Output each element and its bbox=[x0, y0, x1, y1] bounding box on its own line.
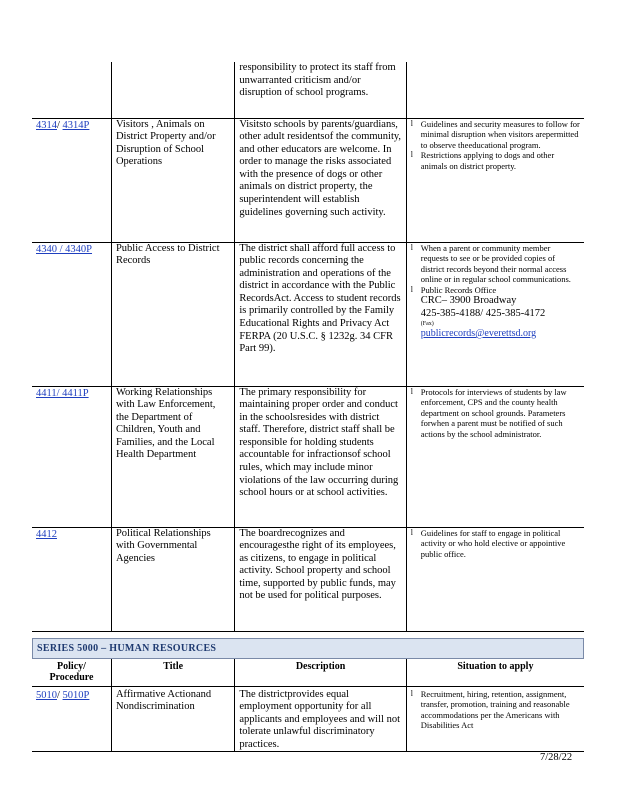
records-office-fax: (Fax) bbox=[420, 321, 434, 327]
records-office-label: Public Records Office bbox=[420, 284, 497, 295]
column-header-table bbox=[32, 659, 584, 687]
description-cell: Visitsto schools by parents/guardians, other adult residentsof the community, and other educators are welcome. In order to manage the risks associated with the presence of dogs or other animals on district property, the superintendent will establish guidelines governing such activity. bbox=[235, 118, 406, 242]
column-header-policy: Policy/ Procedure bbox=[32, 659, 111, 687]
column-header-title: Title bbox=[111, 659, 234, 687]
policy-link[interactable]: 4314 bbox=[36, 119, 57, 131]
title-cell bbox=[111, 62, 234, 118]
records-office-phones: 425-385-4188/ 425-385-4172 bbox=[420, 307, 546, 319]
policy-cell bbox=[32, 687, 111, 752]
column-header-description: Description bbox=[235, 659, 406, 687]
title-cell: Political Relationships with Governmental Agencies bbox=[111, 527, 234, 631]
table-row bbox=[32, 386, 584, 527]
situation-cell bbox=[406, 118, 584, 242]
situation-cell bbox=[406, 527, 584, 631]
description-cell: The primary responsibility for maintaining proper order and conduct in the schoolsresides with district staff. Therefore, district staff shall be responsible for holding students accountable for infractionsof school rules, which may include minor violations of the law occurring during school hours or at school activities. bbox=[235, 386, 406, 527]
situation-item: l When a parent or community member requests to see or be provided copies of district records beyond their normal access online or in regular school communications. bbox=[411, 243, 580, 285]
policy-link[interactable]: 4411/ 4411P bbox=[36, 387, 89, 399]
policy-separator: / bbox=[57, 119, 63, 131]
situation-item: l Restrictions applying to dogs and other animals on district property. bbox=[411, 150, 580, 171]
footer-date: 7/28/22 bbox=[540, 752, 573, 763]
description-cell: The districtprovides equal employment opportunity for all applicants and employees and will not tolerate unlawful discriminatory practices. bbox=[235, 687, 406, 752]
procedure-link[interactable]: 5010P bbox=[62, 689, 90, 701]
situation-item: l Guidelines for staff to engage in political activity or who hold elective or appointive public office. bbox=[411, 528, 580, 560]
header-row bbox=[32, 659, 584, 687]
table-row bbox=[32, 62, 584, 118]
table-row bbox=[32, 118, 584, 242]
situation-cell bbox=[406, 62, 584, 118]
records-office-address: CRC– 3900 Broadway bbox=[420, 295, 517, 306]
title-cell: Public Access to District Records bbox=[111, 242, 234, 386]
table-row bbox=[32, 527, 584, 631]
policy-separator: / bbox=[57, 689, 63, 701]
description-cell: The district shall afford full access to public records concerning the administration and operations of the district in accordance with the Public RecordsAct. Access to student records is primarily controlled by the Family Educational Rights and Privacy Act FERPA (20 U.S.C. § 1232g. 34 CFR Part 99). bbox=[235, 242, 406, 386]
table-row bbox=[32, 242, 584, 386]
situation-cell bbox=[406, 386, 584, 527]
policy-link[interactable]: 4412 bbox=[36, 528, 57, 540]
situation-item bbox=[411, 285, 580, 340]
title-cell: Visitors , Animals on District Property and/or Disruption of School Operations bbox=[111, 118, 234, 242]
situation-item: l Protocols for interviews of students by law enforcement, CPS and the county health department on school grounds. Parameters forwhen a parent must be notified of such actions by the school administrator. bbox=[411, 387, 580, 440]
situation-cell bbox=[406, 242, 584, 386]
column-header-situation: Situation to apply bbox=[406, 659, 584, 687]
policy-table bbox=[32, 62, 584, 632]
policy-cell bbox=[32, 527, 111, 631]
records-office-email-link[interactable]: publicrecords@everettsd.org bbox=[420, 328, 537, 339]
situation-cell bbox=[406, 687, 584, 752]
policy-cell bbox=[32, 386, 111, 527]
policy-cell bbox=[32, 62, 111, 118]
title-cell: Affirmative Actionand Nondiscrimination bbox=[111, 687, 234, 752]
procedure-link[interactable]: 4314P bbox=[62, 119, 90, 131]
table-row bbox=[32, 687, 584, 752]
description-cell: responsibility to protect its staff from unwarranted criticism and/or disruption of school programs. bbox=[235, 62, 406, 118]
policy-link[interactable]: 4340 / 4340P bbox=[36, 243, 93, 255]
series-heading: SERIES 5000 – HUMAN RESOURCES bbox=[32, 638, 584, 659]
policy-cell bbox=[32, 118, 111, 242]
description-cell: The boardrecognizes and encouragesthe right of its employees, as citizens, to engage in political activity. School property and school time, supported by public funds, may not be used for political purposes. bbox=[235, 527, 406, 631]
situation-item: l Recruitment, hiring, retention, assignment, transfer, promotion, training and reasonable accommodations per the Americans with Disabilities Act bbox=[411, 689, 580, 731]
series-5000-table bbox=[32, 687, 584, 753]
title-cell: Working Relationships with Law Enforcement, the Department of Children, Youth and Families, and the Local Health Department bbox=[111, 386, 234, 527]
policy-link[interactable]: 5010 bbox=[36, 689, 57, 701]
document-page bbox=[32, 62, 584, 752]
policy-cell bbox=[32, 242, 111, 386]
situation-item: l Guidelines and security measures to follow for minimal disruption when visitors arepermitted to observe theeducational program. bbox=[411, 119, 580, 151]
